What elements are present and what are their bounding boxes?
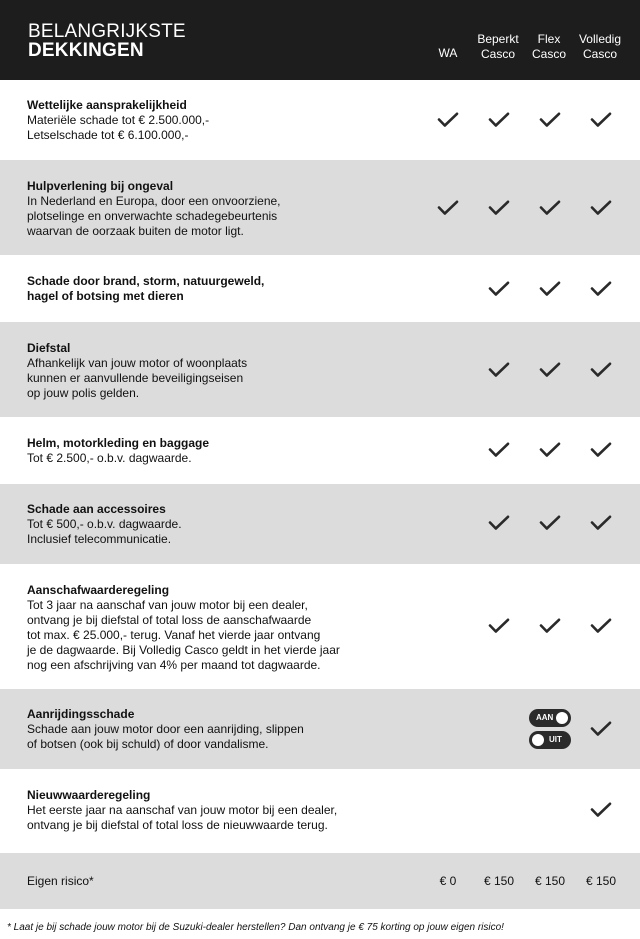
checkmark-icon-volledig-casco	[590, 515, 612, 531]
coverage-row-aanrijdingsschade	[0, 689, 640, 769]
toggle-knob	[532, 734, 544, 746]
checkmark-icon-beperkt-casco	[488, 281, 510, 297]
coverage-row-wettelijke-aansprakelijkheid	[0, 80, 640, 160]
toggle-aan-label: AAN	[536, 713, 554, 722]
checkmark-icon-flex-casco	[539, 442, 561, 458]
row-title: Aanrijdingsschade	[27, 707, 135, 721]
column-header-line2: Casco	[531, 47, 566, 61]
toggle-uit-label: UIT	[549, 735, 562, 744]
coverage-row-aanschafwaarderegeling	[0, 564, 640, 689]
coverage-row-brand-storm	[0, 255, 640, 322]
column-header-line2: Casco	[582, 47, 617, 61]
checkmark-icon-beperkt-casco	[488, 112, 510, 128]
footnote: * Laat je bij schade jouw motor bij de Suzuki-dealer herstellen? Dan ontvang je € 75 korting op jouw eigen risico!	[7, 922, 504, 933]
coverage-row-accessoires	[0, 484, 640, 564]
checkmark-icon-beperkt-casco	[488, 362, 510, 378]
toggle-aan[interactable]	[529, 709, 571, 727]
header-bar	[0, 0, 640, 80]
price-beperkt-casco: € 150	[483, 874, 515, 888]
coverage-row-diefstal	[0, 322, 640, 417]
row-title: Eigen risico*	[27, 874, 94, 888]
coverage-row-helm-kleding	[0, 417, 640, 484]
checkmark-icon-wa	[437, 112, 459, 128]
title-line-1: BELANGRIJKSTE	[28, 21, 186, 42]
column-header-line2: Casco	[480, 47, 515, 61]
checkmark-icon-wa	[437, 200, 459, 216]
column-header-wa-label: WA	[438, 46, 458, 60]
column-header-line1: Beperkt	[477, 32, 519, 46]
checkmark-icon-flex-casco	[539, 200, 561, 216]
row-description: In Nederland en Europa, door een onvoorziene, plotselinge en onverwachte schadegebeurtenis waarvan de oorzaak buiten de motor ligt.	[27, 194, 281, 238]
checkmark-icon-beperkt-casco	[488, 200, 510, 216]
checkmark-icon-volledig-casco	[590, 442, 612, 458]
row-title: Schade aan accessoires	[27, 502, 166, 516]
page-title	[28, 22, 186, 60]
checkmark-icon-flex-casco	[539, 281, 561, 297]
row-description: Tot € 2.500,- o.b.v. dagwaarde.	[27, 451, 192, 465]
price-volledig-casco: € 150	[585, 874, 617, 888]
coverage-row-hulpverlening	[0, 160, 640, 255]
row-title: Nieuwwaarderegeling	[27, 788, 151, 802]
row-description: Materiële schade tot € 2.500.000,- Letselschade tot € 6.100.000,-	[27, 113, 210, 142]
row-description: Tot 3 jaar na aanschaf van jouw motor bij een dealer, ontvang je bij diefstal of total loss de aanschafwaarde tot max. € 25.000,- terug. Vanaf het vierde jaar ontvang je de dagwaarde. Bij Volledig Casco geldt in het vierde jaar nog een afschrijving van 4% per maand tot dagwaarde.	[27, 598, 340, 672]
checkmark-icon-flex-casco	[539, 362, 561, 378]
price-wa: € 0	[439, 874, 457, 888]
row-description: Het eerste jaar na aanschaf van jouw motor bij een dealer, ontvang je bij diefstal of total loss de nieuwwaarde terug.	[27, 803, 338, 832]
checkmark-icon-beperkt-casco	[488, 442, 510, 458]
row-description: Afhankelijk van jouw motor of woonplaats kunnen er aanvullende beveiligingseisen op jouw polis gelden.	[27, 356, 248, 400]
checkmark-icon-beperkt-casco	[488, 618, 510, 634]
checkmark-icon-volledig-casco	[590, 281, 612, 297]
checkmark-icon-volledig-casco	[590, 112, 612, 128]
coverage-row-eigen-risico	[0, 853, 640, 909]
row-description: Tot € 500,- o.b.v. dagwaarde. Inclusief telecommunicatie.	[27, 517, 182, 546]
row-title: Diefstal	[27, 341, 71, 355]
row-title: Schade door brand, storm, natuurgeweld, hagel of botsing met dieren	[27, 274, 265, 303]
column-header-volledig-casco	[570, 32, 630, 62]
row-description: Schade aan jouw motor door een aanrijding, slippen of botsen (ook bij schuld) of door vandalisme.	[27, 722, 304, 751]
toggle-uit[interactable]	[529, 731, 571, 749]
checkmark-icon-volledig-casco	[590, 200, 612, 216]
checkmark-icon-volledig-casco	[590, 362, 612, 378]
row-title: Aanschafwaarderegeling	[27, 583, 170, 597]
row-title: Hulpverlening bij ongeval	[27, 179, 174, 193]
row-title: Wettelijke aansprakelijkheid	[27, 98, 187, 112]
column-header-line1: Flex	[537, 32, 561, 46]
price-flex-casco: € 150	[534, 874, 566, 888]
row-title: Helm, motorkleding en baggage	[27, 436, 210, 450]
column-header-line1: Volledig	[578, 32, 622, 46]
checkmark-icon-beperkt-casco	[488, 515, 510, 531]
checkmark-icon-flex-casco	[539, 515, 561, 531]
title-line-2: DEKKINGEN	[28, 40, 144, 61]
coverage-row-nieuwwaarderegeling	[0, 769, 640, 853]
checkmark-icon-volledig-casco	[590, 618, 612, 634]
checkmark-icon-flex-casco	[539, 112, 561, 128]
checkmark-icon-volledig-casco	[590, 721, 612, 737]
toggle-knob	[556, 712, 568, 724]
checkmark-icon-volledig-casco	[590, 802, 612, 818]
checkmark-icon-flex-casco	[539, 618, 561, 634]
